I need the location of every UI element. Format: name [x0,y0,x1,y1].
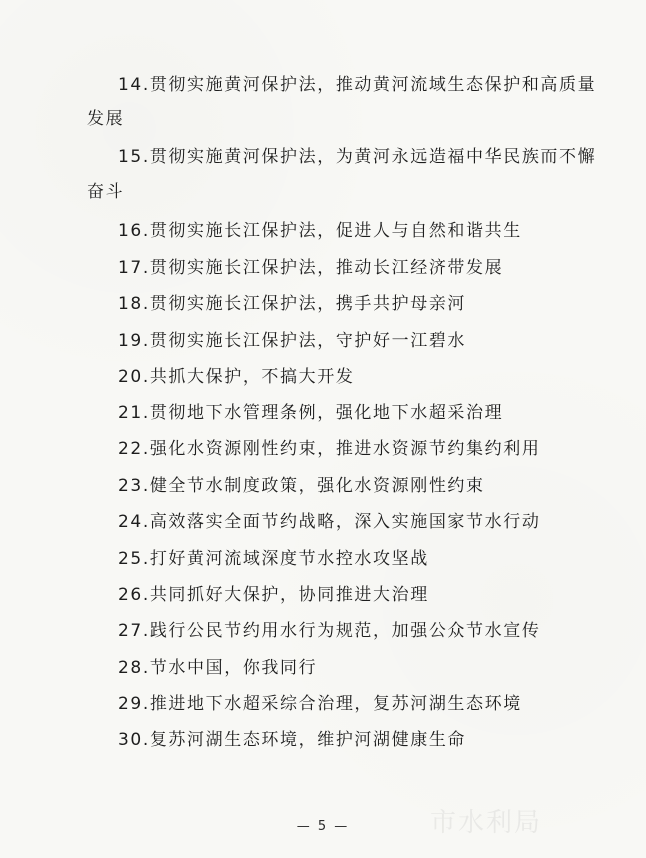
text-line-22: 22.强化水资源刚性约束，推进水资源节约集约利用 [118,439,541,459]
text-line-29: 29.推进地下水超采综合治理，复苏河湖生态环境 [118,694,522,714]
text-line-26: 26.共同抓好大保护，协同推进大治理 [118,585,429,605]
text-line-30: 30.复苏河湖生态环境，维护河湖健康生命 [118,730,467,750]
page-number: — 5 — [296,819,350,834]
text-line-28: 28.节水中国，你我同行 [118,658,318,678]
text-line-24: 24.高效落实全面节约战略，深入实施国家节水行动 [118,512,541,532]
text-line-23: 23.健全节水制度政策，强化水资源刚性约束 [118,476,485,496]
text-line-15: 15.贯彻实施黄河保护法，为黄河永远造福中华民族而不懈 [118,147,597,167]
text-line-14-cont: 发展 [87,109,125,129]
text-line-16: 16.贯彻实施长江保护法，促进人与自然和谐共生 [118,221,522,241]
text-line-21: 21.贯彻地下水管理条例，强化地下水超采治理 [118,403,504,423]
text-line-17: 17.贯彻实施长江保护法，推动长江经济带发展 [118,258,504,278]
text-line-19: 19.贯彻实施长江保护法，守护好一江碧水 [118,331,467,351]
text-line-27: 27.践行公民节约用水行为规范，加强公众节水宣传 [118,621,541,641]
text-line-14: 14.贯彻实施黄河保护法，推动黄河流域生态保护和高质量 [118,75,597,95]
watermark: 市水利局 [430,808,543,838]
text-line-18: 18.贯彻实施长江保护法，携手共护母亲河 [118,294,467,314]
text-line-25: 25.打好黄河流域深度节水控水攻坚战 [118,549,429,569]
text-line-20: 20.共抓大保护，不搞大开发 [118,367,355,387]
text-line-15-cont: 奋斗 [87,182,125,202]
